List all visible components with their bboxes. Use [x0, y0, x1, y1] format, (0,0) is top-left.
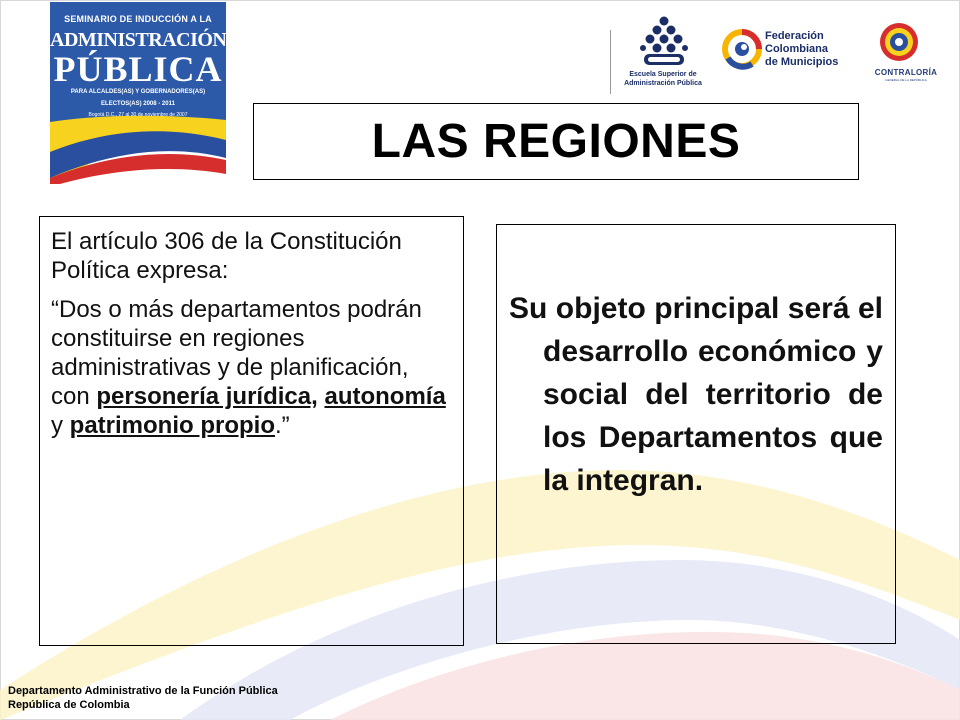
footer-line-2: República de Colombia: [8, 699, 130, 711]
esap-dots-icon: [640, 16, 688, 68]
underlined-term-patrimonio: patrimonio propio: [69, 412, 275, 439]
fcm-line-2: Colombiana: [765, 43, 828, 55]
contraloria-subtext: GENERAL DE LA REPÚBLICA: [885, 78, 927, 82]
footer: [8, 684, 278, 712]
underlined-term-personeria: personería jurídica,: [96, 383, 318, 410]
esap-text: [608, 70, 718, 88]
seminar-badge-logo: [50, 2, 226, 184]
contraloria-seal-icon: [878, 20, 920, 66]
badge-line-5: ELECTOS(AS) 2008 - 2011: [101, 101, 175, 107]
underlined-term-autonomia: autonomía: [324, 383, 446, 410]
badge-line-1: SEMINARIO DE INDUCCIÓN A LA: [64, 14, 212, 24]
logo-divider: [610, 30, 611, 94]
esap-line-2: Administración Pública: [624, 80, 702, 87]
fcm-swirl-icon: [722, 28, 762, 70]
quote-text: “Dos o más departamentos podrán constituirse en regiones administrativas y de planificación, con: [51, 296, 422, 410]
slide-title-box: [253, 103, 859, 180]
partner-logos: [608, 14, 958, 94]
footer-line-1: Departamento Administrativo de la Función Pública: [8, 685, 278, 697]
badge-line-6: Bogotá D.C., 27 al 30 de noviembre de 2007: [88, 112, 188, 118]
slide-title: LAS REGIONES: [371, 115, 741, 168]
badge-line-2: ADMINISTRACIÓN: [50, 29, 227, 51]
badge-line-3: PÚBLICA: [53, 49, 223, 89]
article-quote: [51, 295, 453, 440]
badge-line-4: PARA ALCALDES(AS) Y GOBERNADORES(AS): [70, 89, 206, 95]
left-text-box: [39, 216, 464, 646]
objective-text: Su objeto principal será el desarrollo económico y social del territorio de los Departamentos que la integran.: [509, 292, 883, 497]
fcm-line-1: Federación: [765, 30, 824, 42]
article-intro: El artículo 306 de la Constitución Política expresa:: [51, 228, 402, 284]
quote-connector: y: [51, 412, 70, 439]
quote-ending: .”: [274, 412, 290, 439]
esap-line-1: Escuela Superior de: [629, 71, 697, 78]
right-text-box: [496, 224, 896, 644]
fcm-logo-text: [765, 30, 838, 69]
fcm-line-3: de Municipios: [765, 56, 839, 68]
esap-logo: [608, 14, 718, 94]
contraloria-text: CONTRALORÍA: [874, 68, 938, 77]
